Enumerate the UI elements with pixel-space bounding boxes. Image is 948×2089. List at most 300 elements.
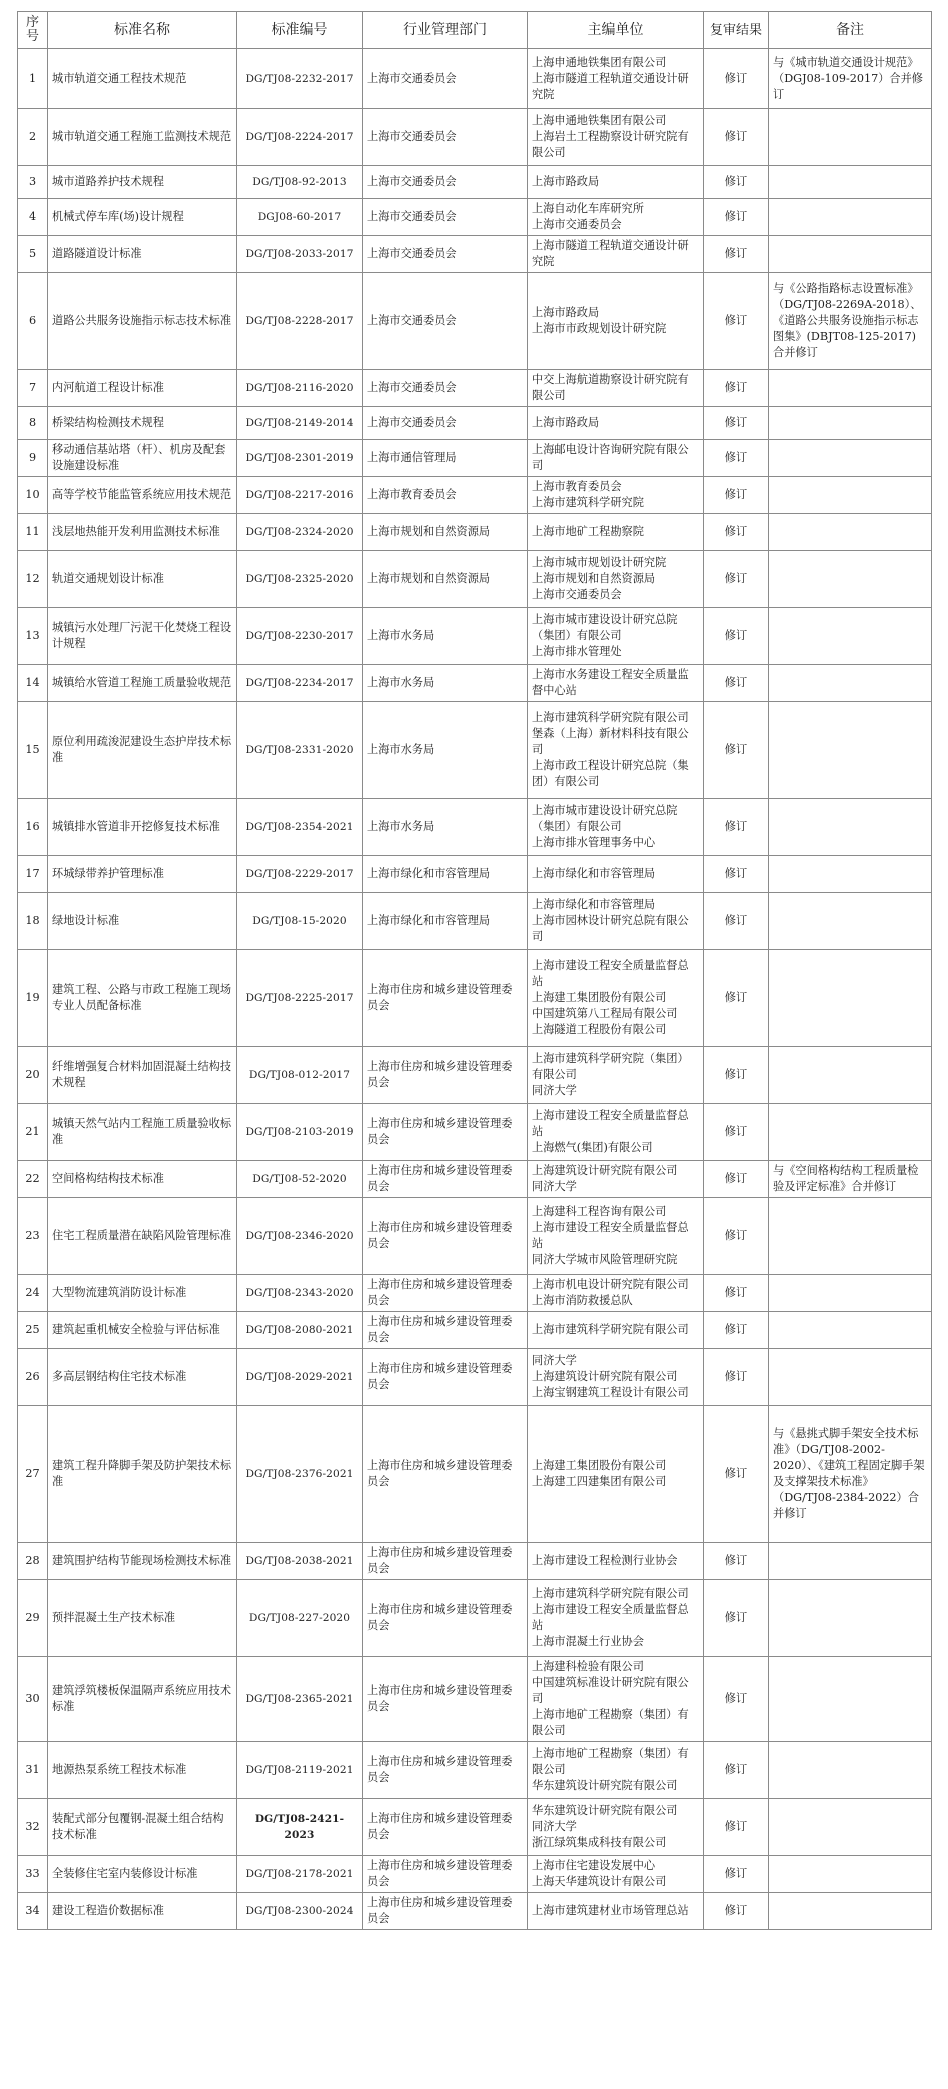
row-number: 20 [18,1047,48,1104]
standard-name: 城市轨道交通工程技术规范 [48,49,237,109]
standard-name: 高等学校节能监管系统应用技术规范 [48,477,237,514]
review-result: 修订 [704,1161,769,1198]
table-row [18,1742,932,1799]
editor-unit: 上海申通地铁集团有限公司 [532,114,667,127]
editor-unit: 上海建工集团股份有限公司 [532,991,667,1004]
remark [769,1275,932,1312]
review-result: 修订 [704,477,769,514]
management-dept: 上海市住房和城乡建设管理委员会 [363,1742,528,1799]
standard-name: 建筑工程、公路与市政工程施工现场专业人员配备标准 [48,950,237,1047]
remark [769,370,932,407]
table-row [18,1657,932,1742]
editor-units [528,551,704,608]
editor-units [528,1104,704,1161]
review-result: 修订 [704,551,769,608]
standard-name: 城镇排水管道非开挖修复技术标准 [48,799,237,856]
management-dept: 上海市住房和城乡建设管理委员会 [363,1406,528,1543]
editor-units [528,1657,704,1742]
management-dept: 上海市交通委员会 [363,166,528,199]
standard-name: 城市轨道交通工程施工监测技术规范 [48,109,237,166]
editor-units [528,514,704,551]
review-result: 修订 [704,893,769,950]
standard-name: 轨道交通规划设计标准 [48,551,237,608]
review-result: 修订 [704,856,769,893]
management-dept: 上海市住房和城乡建设管理委员会 [363,1657,528,1742]
header-org: 主编单位 [528,12,704,49]
standard-code: DG/TJ08-2217-2016 [237,477,363,514]
header-code: 标准编号 [237,12,363,49]
editor-units [528,109,704,166]
editor-unit: 上海市建筑科学研究院有限公司 [532,1587,689,1600]
row-number: 21 [18,1104,48,1161]
table-row [18,856,932,893]
management-dept: 上海市住房和城乡建设管理委员会 [363,1799,528,1856]
row-number: 9 [18,440,48,477]
management-dept: 上海市住房和城乡建设管理委员会 [363,1349,528,1406]
editor-unit: 上海市绿化和市容管理局 [532,898,656,911]
table-row [18,1161,932,1198]
table-row [18,477,932,514]
standard-name: 城镇给水管道工程施工质量验收规范 [48,665,237,702]
review-result: 修订 [704,1198,769,1275]
editor-unit: 上海燃气(集团)有限公司 [532,1141,653,1154]
row-number: 15 [18,702,48,799]
standard-code: DG/TJ08-15-2020 [237,893,363,950]
table-row [18,166,932,199]
standard-code: DG/TJ08-2116-2020 [237,370,363,407]
header-no: 序号 [18,12,48,49]
row-number: 32 [18,1799,48,1856]
remark [769,166,932,199]
standard-code: DG/TJ08-2343-2020 [237,1275,363,1312]
table-row [18,199,932,236]
remark [769,799,932,856]
editor-unit: 上海市建筑科学研究院有限公司 [532,1323,689,1336]
editor-unit: 上海市路政局 [532,175,600,188]
remark [769,514,932,551]
standard-name: 城镇天然气站内工程施工质量验收标准 [48,1104,237,1161]
standard-code: DG/TJ08-2228-2017 [237,273,363,370]
table-row [18,665,932,702]
editor-unit: 上海市路政局 [532,416,600,429]
remark [769,1312,932,1349]
standard-name: 纤维增强复合材料加固混凝土结构技术规程 [48,1047,237,1104]
editor-units [528,1275,704,1312]
standard-code: DG/TJ08-2301-2019 [237,440,363,477]
standard-code: DG/TJ08-2325-2020 [237,551,363,608]
remark [769,1856,932,1893]
remark [769,1543,932,1580]
standard-name: 道路隧道设计标准 [48,236,237,273]
editor-units [528,665,704,702]
editor-unit: 上海建工集团股份有限公司 [532,1459,667,1472]
standard-name: 城市道路养护技术规程 [48,166,237,199]
review-result: 修订 [704,702,769,799]
table-row [18,608,932,665]
remark [769,1893,932,1930]
editor-unit: 上海市园林设计研究总院有限公司 [532,914,689,943]
review-result: 修订 [704,1047,769,1104]
editor-units [528,799,704,856]
review-result: 修订 [704,665,769,702]
editor-unit: 上海建筑设计研究院有限公司 [532,1164,678,1177]
row-number: 13 [18,608,48,665]
review-result: 修订 [704,109,769,166]
standard-code: DG/TJ08-012-2017 [237,1047,363,1104]
management-dept: 上海市通信管理局 [363,440,528,477]
header-row [18,12,932,49]
remark [769,950,932,1047]
editor-unit: 同济大学 [532,1354,577,1367]
editor-unit: 上海建筑设计研究院有限公司 [532,1370,678,1383]
management-dept: 上海市绿化和市容管理局 [363,893,528,950]
row-number: 33 [18,1856,48,1893]
review-result: 修订 [704,1349,769,1406]
remark [769,551,932,608]
row-number: 11 [18,514,48,551]
management-dept: 上海市住房和城乡建设管理委员会 [363,1161,528,1198]
editor-unit: 上海市地矿工程勘察（集团）有限公司 [532,1708,689,1737]
management-dept: 上海市水务局 [363,665,528,702]
table-row [18,1543,932,1580]
review-result: 修订 [704,1657,769,1742]
remark [769,608,932,665]
management-dept: 上海市住房和城乡建设管理委员会 [363,1312,528,1349]
management-dept: 上海市交通委员会 [363,236,528,273]
row-number: 12 [18,551,48,608]
remark: 与《空间格构结构工程质量检验及评定标准》合并修订 [769,1161,932,1198]
table-row [18,1312,932,1349]
editor-unit: 上海市机电设计研究院有限公司 [532,1278,689,1291]
editor-unit: 上海隧道工程股份有限公司 [532,1023,667,1036]
editor-unit: 上海岩土工程勘察设计研究院有限公司 [532,130,689,159]
review-result: 修订 [704,1799,769,1856]
review-result: 修订 [704,166,769,199]
row-number: 17 [18,856,48,893]
table-row [18,440,932,477]
standard-name: 装配式部分包覆钢-混凝土组合结构技术标准 [48,1799,237,1856]
table-row [18,1893,932,1930]
editor-unit: 上海市建设工程检测行业协会 [532,1554,678,1567]
row-number: 2 [18,109,48,166]
table-row [18,1799,932,1856]
standard-code: DG/TJ08-2324-2020 [237,514,363,551]
row-number: 4 [18,199,48,236]
review-result: 修订 [704,370,769,407]
standard-name: 预拌混凝土生产技术标准 [48,1580,237,1657]
editor-unit: 上海建科检验有限公司 [532,1660,644,1673]
standard-name: 建筑工程升降脚手架及防护架技术标准 [48,1406,237,1543]
remark [769,109,932,166]
editor-unit: 上海申通地铁集团有限公司 [532,55,667,69]
management-dept: 上海市住房和城乡建设管理委员会 [363,1543,528,1580]
remark: 与《公路指路标志设置标准》（DG/TJ08-2269A-2018）、《道路公共服务设施指示标志图集》(DBJT08-125-2017)合并修订 [769,273,932,370]
editor-units [528,1742,704,1799]
management-dept: 上海市交通委员会 [363,49,528,109]
editor-unit: 上海市城市规划设计研究院 [532,556,667,569]
review-result: 修订 [704,1312,769,1349]
row-number: 18 [18,893,48,950]
editor-unit: 上海市政工程设计研究总院（集团）有限公司 [532,759,689,788]
editor-unit: 上海建工四建集团有限公司 [532,1475,667,1488]
row-number: 5 [18,236,48,273]
table-row [18,1198,932,1275]
remark [769,1349,932,1406]
review-result: 修订 [704,1406,769,1543]
management-dept: 上海市住房和城乡建设管理委员会 [363,1580,528,1657]
management-dept: 上海市交通委员会 [363,273,528,370]
editor-unit: 华东建筑设计研究院有限公司 [532,1779,678,1792]
table-row [18,1856,932,1893]
table-row [18,514,932,551]
standard-code: DG/TJ08-2029-2021 [237,1349,363,1406]
table-row [18,370,932,407]
editor-unit: 上海市住宅建设发展中心 [532,1859,656,1872]
review-result: 修订 [704,1104,769,1161]
editor-unit: 上海市建设工程安全质量监督总站 [532,1221,689,1250]
row-number: 25 [18,1312,48,1349]
editor-unit: 上海自动化车库研究所 [532,202,644,215]
table-row [18,1406,932,1543]
row-number: 1 [18,49,48,109]
row-number: 14 [18,665,48,702]
management-dept: 上海市绿化和市容管理局 [363,856,528,893]
editor-units [528,407,704,440]
editor-unit: 上海邮电设计咨询研究院有限公司 [532,443,689,472]
editor-units [528,1543,704,1580]
table-row [18,551,932,608]
remark [769,236,932,273]
row-number: 10 [18,477,48,514]
standard-name: 住宅工程质量潜在缺陷风险管理标准 [48,1198,237,1275]
editor-units [528,856,704,893]
table-row [18,1275,932,1312]
remark: 与《城市轨道交通设计规范》（DGJ08-109-2017）合并修订 [769,49,932,109]
editor-unit: 同济大学 [532,1180,577,1193]
row-number: 22 [18,1161,48,1198]
management-dept: 上海市教育委员会 [363,477,528,514]
header-name: 标准名称 [48,12,237,49]
editor-unit: 上海市市政规划设计研究院 [532,322,667,335]
editor-units [528,477,704,514]
standard-name: 多高层钢结构住宅技术标准 [48,1349,237,1406]
review-result: 修订 [704,1580,769,1657]
editor-units [528,702,704,799]
remark [769,199,932,236]
editor-units [528,1312,704,1349]
editor-units [528,1799,704,1856]
row-number: 29 [18,1580,48,1657]
editor-unit: 上海市规划和自然资源局 [532,572,656,585]
table-row [18,799,932,856]
row-number: 16 [18,799,48,856]
editor-units [528,1893,704,1930]
editor-units [528,440,704,477]
editor-units [528,199,704,236]
editor-unit: 上海市建设工程安全质量监督总站 [532,1109,689,1138]
standard-name: 环城绿带养护管理标准 [48,856,237,893]
table-row [18,702,932,799]
standard-code: DG/TJ08-2119-2021 [237,1742,363,1799]
table-row [18,1349,932,1406]
row-number: 8 [18,407,48,440]
table-row [18,1580,932,1657]
editor-units [528,1856,704,1893]
standard-code: DG/TJ08-2376-2021 [237,1406,363,1543]
table-row [18,407,932,440]
standards-review-sheet [17,11,931,1930]
management-dept: 上海市住房和城乡建设管理委员会 [363,950,528,1047]
editor-units [528,273,704,370]
row-number: 7 [18,370,48,407]
standard-code: DGJ08-60-2017 [237,199,363,236]
standard-name: 绿地设计标准 [48,893,237,950]
remark [769,1799,932,1856]
editor-units [528,893,704,950]
review-result: 修订 [704,799,769,856]
standard-name: 建筑浮筑楼板保温隔声系统应用技术标准 [48,1657,237,1742]
editor-unit: 上海市城市建设设计研究总院（集团）有限公司 [532,613,678,642]
remark [769,1198,932,1275]
table-row [18,273,932,370]
editor-unit: 上海市消防救援总队 [532,1294,633,1307]
standard-code: DG/TJ08-2103-2019 [237,1104,363,1161]
editor-unit: 上海市建筑科学研究院 [532,496,644,509]
editor-unit: 上海市隧道工程轨道交通设计研究院 [532,239,689,268]
editor-units [528,1161,704,1198]
editor-unit: 上海市交通委员会 [532,218,622,231]
editor-units [528,1047,704,1104]
editor-unit: 上海市交通委员会 [532,588,622,601]
editor-units [528,49,704,109]
remark [769,1742,932,1799]
management-dept: 上海市交通委员会 [363,199,528,236]
remark [769,440,932,477]
review-result: 修订 [704,1856,769,1893]
editor-units [528,1198,704,1275]
editor-units [528,166,704,199]
review-result: 修订 [704,514,769,551]
management-dept: 上海市水务局 [363,799,528,856]
row-number: 26 [18,1349,48,1406]
standard-name: 机械式停车库(场)设计规程 [48,199,237,236]
standard-code: DG/TJ08-2234-2017 [237,665,363,702]
editor-unit: 上海建科工程咨询有限公司 [532,1205,667,1218]
standard-code: DG/TJ08-2033-2017 [237,236,363,273]
standard-code: DG/TJ08-2230-2017 [237,608,363,665]
table-row [18,1104,932,1161]
standard-code: DG/TJ08-2225-2017 [237,950,363,1047]
remark [769,893,932,950]
standard-name: 内河航道工程设计标准 [48,370,237,407]
review-result: 修订 [704,1742,769,1799]
editor-unit: 上海市隧道工程轨道交通设计研究院 [532,71,689,101]
editor-unit: 上海市教育委员会 [532,480,622,493]
remark [769,665,932,702]
row-number: 3 [18,166,48,199]
table-row [18,1047,932,1104]
header-dept: 行业管理部门 [363,12,528,49]
review-result: 修订 [704,236,769,273]
standard-name: 空间格构结构技术标准 [48,1161,237,1198]
review-result: 修订 [704,1275,769,1312]
editor-units [528,1349,704,1406]
editor-unit: 上海市建筑建材业市场管理总站 [532,1904,689,1917]
review-result: 修订 [704,407,769,440]
editor-units [528,236,704,273]
editor-unit: 上海宝钢建筑工程设计有限公司 [532,1386,689,1399]
standard-name: 地源热泵系统工程技术标准 [48,1742,237,1799]
editor-unit: 上海市城市建设设计研究总院（集团）有限公司 [532,804,678,833]
remark [769,477,932,514]
standard-code: DG/TJ08-2232-2017 [237,49,363,109]
remark [769,1657,932,1742]
standard-code: DG/TJ08-227-2020 [237,1580,363,1657]
management-dept: 上海市住房和城乡建设管理委员会 [363,1856,528,1893]
review-result: 修订 [704,273,769,370]
review-result: 修订 [704,608,769,665]
editor-unit: 上海市建设工程安全质量监督总站 [532,1603,689,1632]
remark [769,856,932,893]
editor-units [528,950,704,1047]
row-number: 6 [18,273,48,370]
review-result: 修订 [704,1543,769,1580]
standard-code: DG/TJ08-2300-2024 [237,1893,363,1930]
standard-name: 浅层地热能开发利用监测技术标准 [48,514,237,551]
row-number: 24 [18,1275,48,1312]
row-number: 27 [18,1406,48,1543]
editor-unit: 上海市路政局 [532,306,600,319]
row-number: 28 [18,1543,48,1580]
standard-code: DG/TJ08-2149-2014 [237,407,363,440]
standard-code: DG/TJ08-2038-2021 [237,1543,363,1580]
remark [769,702,932,799]
standard-name: 大型物流建筑消防设计标准 [48,1275,237,1312]
remark [769,1047,932,1104]
standard-name: 建筑围护结构节能现场检测技术标准 [48,1543,237,1580]
editor-units [528,1406,704,1543]
editor-unit: 上海市建筑科学研究院有限公司 [532,711,689,724]
row-number: 23 [18,1198,48,1275]
management-dept: 上海市交通委员会 [363,407,528,440]
standard-code: DG/TJ08-2331-2020 [237,702,363,799]
standard-code: DG/TJ08-92-2013 [237,166,363,199]
management-dept: 上海市住房和城乡建设管理委员会 [363,1198,528,1275]
management-dept: 上海市住房和城乡建设管理委员会 [363,1893,528,1930]
editor-unit: 同济大学 [532,1084,577,1097]
editor-unit: 中国建筑标准设计研究院有限公司 [532,1676,689,1705]
standard-code: DG/TJ08-2421-2023 [237,1799,363,1856]
standard-code: DG/TJ08-2224-2017 [237,109,363,166]
row-number: 31 [18,1742,48,1799]
row-number: 30 [18,1657,48,1742]
editor-unit: 浙江绿筑集成科技有限公司 [532,1836,667,1849]
editor-unit: 上海市建设工程安全质量监督总站 [532,959,689,988]
editor-units [528,608,704,665]
table-row [18,109,932,166]
editor-unit: 上海市排水管理事务中心 [532,836,656,849]
table-row [18,893,932,950]
management-dept: 上海市住房和城乡建设管理委员会 [363,1047,528,1104]
remark: 与《悬挑式脚手架安全技术标准》（DG/TJ08-2002-2020）、《建筑工程固定脚手架及支撑架技术标准》（DG/TJ08-2384-2022）合并修订 [769,1406,932,1543]
editor-unit: 上海市排水管理处 [532,645,622,658]
remark [769,407,932,440]
standard-code: DG/TJ08-2365-2021 [237,1657,363,1742]
standard-code: DG/TJ08-2354-2021 [237,799,363,856]
standard-code: DG/TJ08-2178-2021 [237,1856,363,1893]
review-result: 修订 [704,1893,769,1930]
editor-unit: 上海市绿化和市容管理局 [532,867,656,880]
